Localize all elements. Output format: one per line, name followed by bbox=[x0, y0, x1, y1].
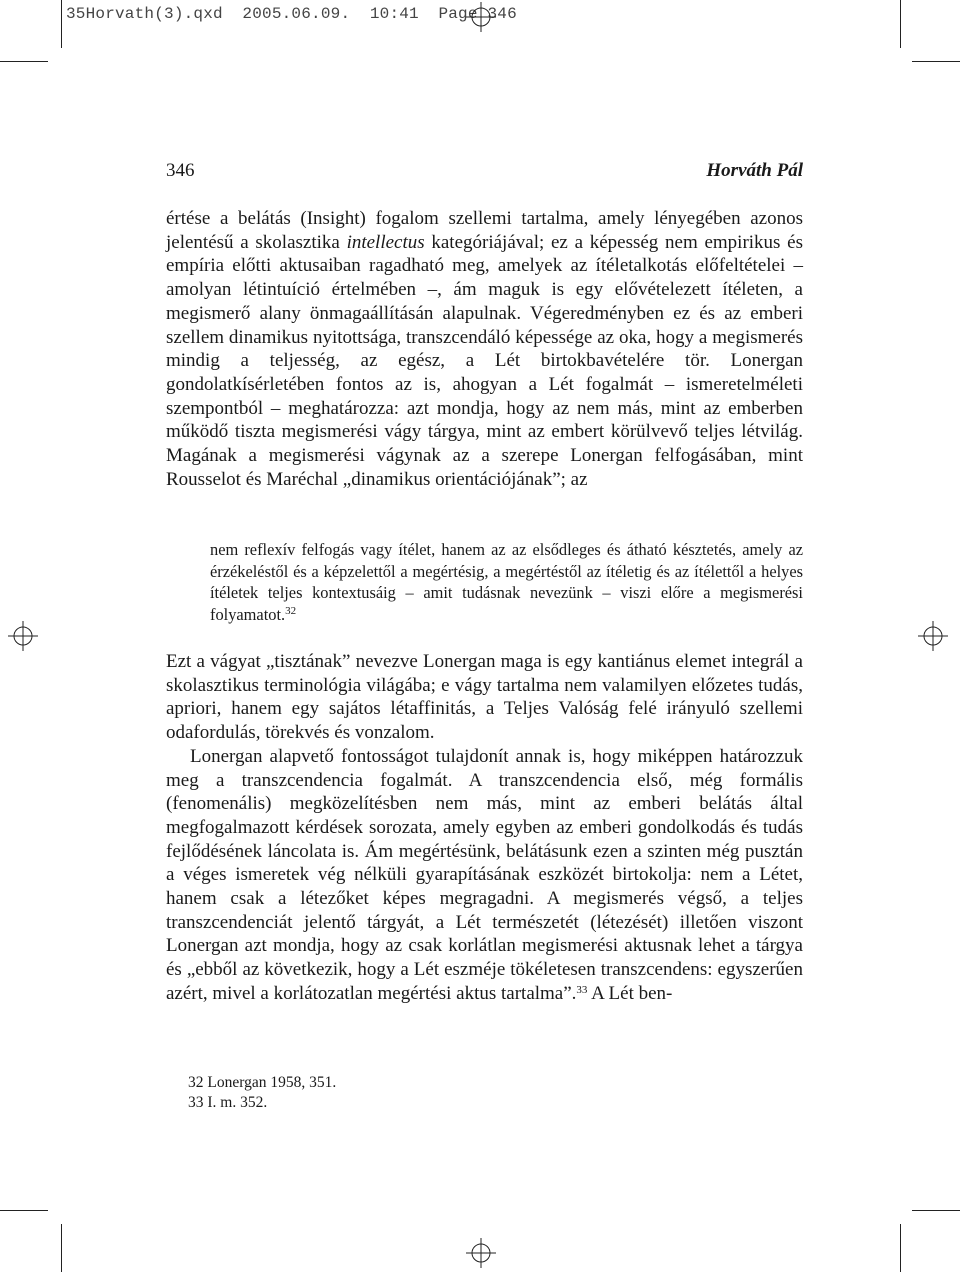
italic-term: intellectus bbox=[346, 231, 425, 253]
paragraph-text: Lonergan alapvető fontosságot tulajdonít annak is, hogy miképpen határozzuk meg a transzcendencia fogalmát. A transzcendencia első, még formális (fenomenális) megközelítésben nem más, mint az emberi belátás által megfogalmazott kérdések sorozata, amely egyben az emberi gondolkodás és tudás fejlődésének láncolata is. Ám megértésünk, belátásunk ezen a szinten még pusztán a véges ismeretek vég nélküli gyarapításának eszközét birtokolja: nem a Létet, hanem csak a létezőket képes megragadni. A megismerés végső, a teljes transzcendenciát jelentő tárgyát, a Lét természetét (létezését) illetően viszont Lonergan azt mondja, hogy az csak korlátlan megismerési aktusnak lehet a tárgya és „ebből az következik, hogy a Lét eszméje tökéletesen transzcendens: egyszerűen azért, mivel a korlátozatlan megértési aktus tartalma”. bbox=[166, 745, 803, 1004]
paragraph-3 bbox=[166, 745, 803, 1006]
crop-mark bbox=[912, 61, 960, 62]
crop-mark bbox=[0, 1210, 48, 1211]
paragraph-text: kategóriájával; ez a képesség nem empirikus és empíria előtti aktusaiban ragadható meg, amelyek az ítéletalkotás előfeltételei – amolyan létintuíció értelmében –, ám maguk is egy elővételezett ítéleten, a megismerő alany önmagaállításán alapulnak. Végeredményben ez és az emberi szellem dinamikus nyitottsága, transzcendáló képessége az oka, hogy a megismerés mindig a teljesség, az egész, a Lét birtokbavételére tör. Lonergan gondolatkísérletében fontos az is, ahogyan a Lét fogalmát – ismeretelméleti szempontból – meghatározza: azt mondja, hogy az nem más, mint az emberben működő tiszta megismerési vágy tárgya, mint az embert körülvevő teljes létvilág. Magának a megismerési vágynak az a szerepe Lonergan felfogásában, mint Rousselot és Maréchal „dinamikus orientációjának”; az bbox=[166, 231, 804, 490]
crop-mark bbox=[61, 0, 62, 48]
paragraph-text: értése a belátás (Insight) fogalom szellemi tartalma, amely lényegében azonos jelentésű a skolasztika bbox=[166, 208, 803, 253]
paragraph-2: Ezt a vágyat „tisztának” nevezve Lonergan maga is egy kantiánus elemet integrál a skolasztikus terminológia világába; e vágy tartalma nem valamilyen előzetes tudás, apriori, hanem egy sajátos létaffinitás, a Teljes Valóság felé irányuló szellemi odafordulás, törekvés és vonzalom. bbox=[166, 651, 803, 744]
registration-mark-icon bbox=[466, 2, 496, 32]
page-number: 346 bbox=[166, 160, 195, 181]
paragraph-1 bbox=[166, 207, 803, 491]
crop-mark bbox=[900, 1224, 901, 1272]
registration-mark-icon bbox=[466, 1238, 496, 1268]
crop-mark bbox=[0, 61, 48, 62]
file-slug: 35Horvath(3).qxd 2005.06.09. 10:41 Page 346 bbox=[66, 5, 517, 23]
running-head: Horváth Pál bbox=[706, 160, 803, 181]
body-text-bottom bbox=[166, 650, 803, 1006]
crop-mark bbox=[61, 1224, 62, 1272]
quote-text: nem reflexív felfogás vagy ítélet, hanem az az elsődleges és átható késztetés, amely az érzékeléstől és a képzelettől a megértésig, a megértéstől az ítéletig és az ítélettől a helyes ítéletek teljes kontextusáig – amit tudásnak nevezünk – viszi előre a megismerési folyamatot. bbox=[210, 540, 803, 624]
footnote: 32 Lonergan 1958, 351. bbox=[188, 1074, 337, 1091]
body-text-top bbox=[166, 207, 803, 491]
paragraph-text: A Lét ben- bbox=[587, 982, 673, 1004]
footnotes bbox=[188, 1073, 336, 1112]
footnote-ref: 33 bbox=[576, 983, 588, 996]
registration-mark-icon bbox=[918, 621, 948, 651]
crop-mark bbox=[912, 1210, 960, 1211]
footnote: 33 I. m. 352. bbox=[188, 1093, 268, 1111]
footnote-ref: 32 bbox=[285, 604, 297, 617]
crop-mark bbox=[900, 0, 901, 48]
registration-mark-icon bbox=[8, 621, 38, 651]
block-quote bbox=[210, 539, 803, 625]
